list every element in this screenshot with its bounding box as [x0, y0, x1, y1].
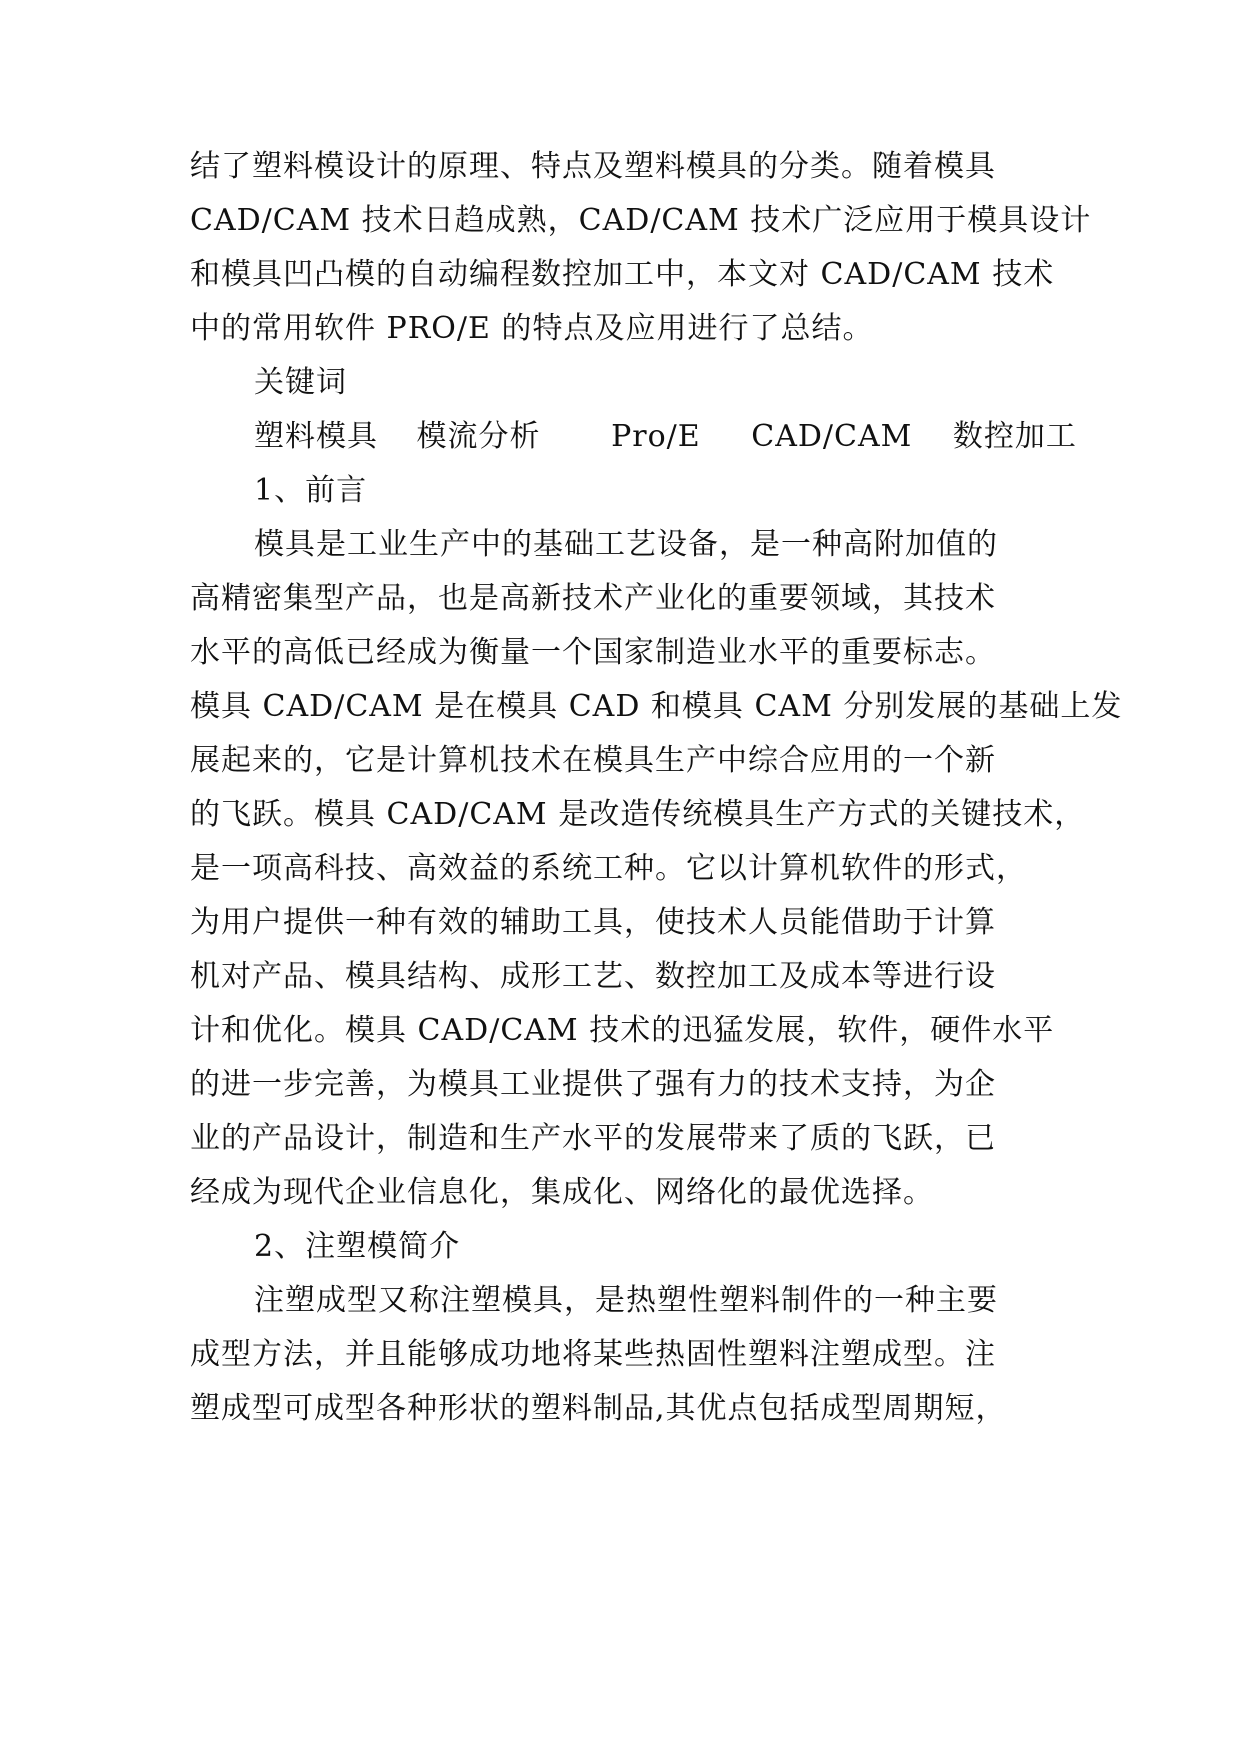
- keyword: 模流分析: [416, 419, 541, 454]
- text-line: 为用户提供一种有效的辅助工具，使技术人员能借助于计算: [190, 905, 996, 940]
- text-line: 计和优化。模具 CAD/CAM 技术的迅猛发展，软件，硬件水平: [190, 1013, 1055, 1048]
- text-line: CAD/CAM 技术日趋成熟，CAD/CAM 技术广泛应用于模具设计: [190, 203, 1092, 238]
- text-line: 高精密集型产品，也是高新技术产业化的重要领域，其技术: [190, 581, 996, 616]
- keywords-heading: 关键词: [254, 365, 347, 400]
- text-line: 结了塑料模设计的原理、特点及塑料模具的分类。随着模具: [190, 149, 996, 184]
- keyword: 数控加工: [952, 419, 1077, 454]
- text-line: 的飞跃。模具 CAD/CAM 是改造传统模具生产方式的关键技术，: [190, 797, 1086, 832]
- text-line: 模具是工业生产中的基础工艺设备，是一种高附加值的: [254, 527, 998, 562]
- text-line: 展起来的，它是计算机技术在模具生产中综合应用的一个新: [190, 743, 996, 778]
- keyword: CAD/CAM: [751, 419, 913, 454]
- text-line: 经成为现代企业信息化，集成化、网络化的最优选择。: [190, 1175, 934, 1210]
- text-line: 业的产品设计，制造和生产水平的发展带来了质的飞跃，已: [190, 1121, 996, 1156]
- text-line: 和模具凹凸模的自动编程数控加工中，本文对 CAD/CAM 技术: [190, 257, 1055, 292]
- keyword: 塑料模具: [254, 419, 378, 454]
- text-line: 模具 CAD/CAM 是在模具 CAD 和模具 CAM 分别发展的基础上发: [190, 689, 1123, 724]
- section-heading-preface: 1、前言: [254, 473, 368, 508]
- text-line: 的进一步完善，为模具工业提供了强有力的技术支持，为企: [190, 1067, 996, 1102]
- text-line: 水平的高低已经成为衡量一个国家制造业水平的重要标志。: [190, 635, 996, 670]
- text-line: 中的常用软件 PRO/E 的特点及应用进行了总结。: [190, 311, 874, 346]
- keyword: Pro/E: [611, 419, 701, 454]
- text-line: 机对产品、模具结构、成形工艺、数控加工及成本等进行设: [190, 959, 996, 994]
- text-line: 是一项高科技、高效益的系统工种。它以计算机软件的形式，: [190, 851, 1027, 886]
- text-line: 塑成型可成型各种形状的塑料制品,其优点包括成型周期短，: [190, 1391, 1007, 1426]
- text-line: 成型方法，并且能够成功地将某些热固性塑料注塑成型。注: [190, 1337, 996, 1372]
- text-line: 注塑成型又称注塑模具，是热塑性塑料制件的一种主要: [254, 1283, 998, 1318]
- keywords-list: [254, 418, 1077, 456]
- section-heading-injection-mold: 2、注塑模简介: [254, 1229, 461, 1264]
